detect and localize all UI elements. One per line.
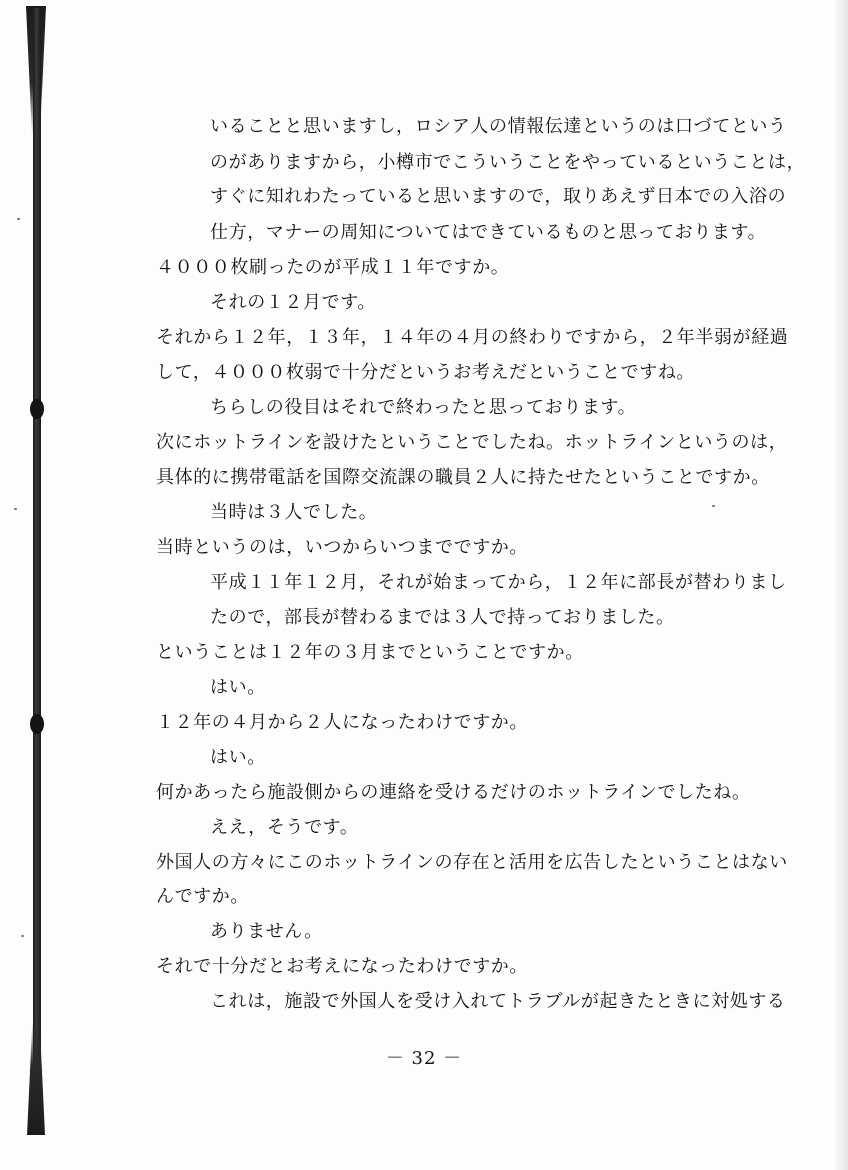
transcript-line: 外国人の方々にこのホットラインの存在と活用を広告したということはない <box>156 852 788 873</box>
transcript-line: １２年の４月から２人になったわけですか。 <box>156 712 528 733</box>
scan-speck <box>21 935 24 937</box>
transcript-line: それで十分だとお考えになったわけですか。 <box>156 956 528 977</box>
transcript-line: ちらしの役目はそれで終わったと思っております。 <box>210 397 637 418</box>
binding-edge <box>33 8 41 1133</box>
transcript-line: 何かあったら施設側からの連絡を受けるだけのホットラインでしたね。 <box>156 782 751 803</box>
transcript-line: すぐに知れわたっていると思いますので，取りあえず日本での入浴の <box>210 186 787 207</box>
transcript-line: ということは１２年の３月までということですか。 <box>156 642 584 663</box>
transcript-line: 当時は３人でした。 <box>210 502 378 523</box>
scan-speck <box>17 218 20 220</box>
transcript-line: 仕方，マナーの周知についてはできているものと思っております。 <box>210 222 767 243</box>
transcript-line: それの１２月です。 <box>210 292 376 313</box>
binding-edge-bottom <box>27 1020 45 1135</box>
transcript-line: それから１２年，１３年，１４年の４月の終わりですから，２年半弱が経過 <box>156 327 789 348</box>
binding-hole <box>30 714 44 734</box>
transcript-line: ええ，そうです。 <box>210 817 359 838</box>
transcript-line: ４０００枚刷ったのが平成１１年ですか。 <box>156 257 510 278</box>
page-number: － 32 － <box>385 1048 463 1069</box>
scan-speck <box>712 505 715 507</box>
transcript-line: んですか。 <box>156 886 249 907</box>
transcript-line: はい。 <box>210 677 266 698</box>
transcript-line: して，４０００枚弱で十分だというお考えだということですね。 <box>156 362 696 383</box>
transcript-line: のがありますから，小樽市でこういうことをやっているということは， <box>210 152 806 173</box>
transcript-line: いることと思いますし，ロシア人の情報伝達というのは口づてという <box>210 116 787 137</box>
transcript-line: 当時というのは，いつからいつまでですか。 <box>156 537 528 558</box>
transcript-line: 具体的に携帯電話を国際交流課の職員２人に持たせたということですか。 <box>156 467 770 488</box>
transcript-line: これは，施設で外国人を受け入れてトラブルが起きたときに対処する <box>210 991 786 1012</box>
transcript-line: 平成１１年１２月，それが始まってから，１２年に部長が替わりまし <box>210 572 787 593</box>
transcript-line: ありません。 <box>210 921 323 942</box>
page-edge-shadow <box>834 0 848 1170</box>
transcript-line: 次にホットラインを設けたということでしたね。ホットラインというのは， <box>156 432 788 453</box>
transcript-line: はい。 <box>210 747 266 768</box>
transcript-line: たので，部長が替わるまでは３人で持っておりました。 <box>210 607 675 628</box>
binding-hole <box>30 399 44 419</box>
scan-speck <box>14 508 17 510</box>
